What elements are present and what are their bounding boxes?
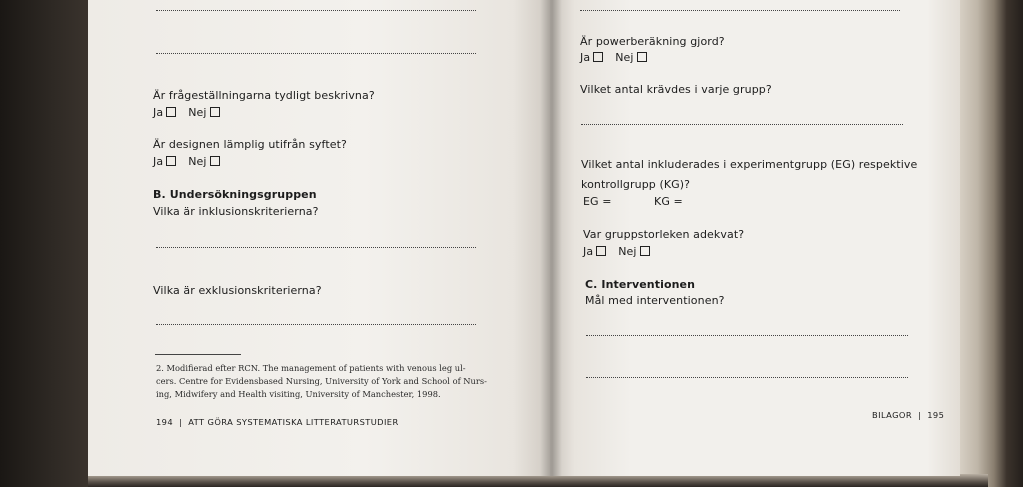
section-c-heading: C. Interventionen (585, 278, 696, 291)
footnote-line: cers. Centre for Evidensbased Nursing, University of York and School of Nurs- (156, 376, 487, 386)
question-design-suitable: Är designen lämplig utifrån syftet? (153, 138, 347, 151)
question-intervention-goal: Mål med interventionen? (585, 294, 725, 307)
answer-options (153, 106, 220, 119)
answer-line (156, 247, 476, 248)
section-b-heading: B. Undersökningsgruppen (153, 188, 317, 201)
book-gutter-shadow (540, 0, 562, 476)
answer-line (586, 335, 908, 336)
yes-checkbox[interactable] (166, 156, 176, 166)
no-checkbox[interactable] (640, 246, 650, 256)
yes-label: Ja (153, 155, 164, 168)
right-page (550, 0, 960, 476)
no-checkbox[interactable] (210, 156, 220, 166)
no-label: Nej (188, 106, 207, 119)
no-label: Nej (188, 155, 207, 168)
page-footer: BILAGOR | 195 (872, 410, 945, 420)
running-title: ATT GÖRA SYSTEMATISKA LITTERATURSTUDIER (188, 417, 399, 427)
question-included-line2: kontrollgrupp (KG)? (581, 178, 691, 191)
book-page-edges-right (958, 0, 1023, 487)
yes-checkbox[interactable] (596, 246, 606, 256)
yes-checkbox[interactable] (593, 52, 603, 62)
page-number: 195 (927, 410, 945, 420)
answer-options (153, 155, 220, 168)
question-required-n: Vilket antal krävdes i varje grupp? (580, 83, 772, 96)
yes-label: Ja (583, 245, 594, 258)
yes-checkbox[interactable] (166, 107, 176, 117)
left-page (88, 0, 550, 476)
question-power: Är powerberäkning gjord? (580, 35, 725, 48)
answer-line (156, 10, 476, 11)
book-cover-left (0, 0, 88, 487)
no-label: Nej (615, 51, 634, 64)
answer-line (580, 10, 900, 11)
answer-line (581, 124, 903, 125)
running-title: BILAGOR (872, 410, 913, 420)
yes-label: Ja (580, 51, 591, 64)
page-footer: 194 | ATT GÖRA SYSTEMATISKA LITTERATURSTUDIER (156, 417, 399, 427)
no-checkbox[interactable] (210, 107, 220, 117)
footnote-line: ing, Midwifery and Health visiting, University of Manchester, 1998. (156, 389, 441, 399)
no-label: Nej (618, 245, 637, 258)
eg-label: EG = (583, 195, 612, 208)
answer-line (156, 53, 476, 54)
question-exclusion: Vilka är exklusionskriterierna? (153, 284, 322, 297)
question-included-line1: Vilket antal inkluderades i experimentgrupp (EG) respektive (581, 158, 918, 171)
answer-options (580, 51, 647, 64)
footnote-line: 2. Modifierad efter RCN. The management of patients with venous leg ul- (156, 363, 466, 373)
page-number: 194 (156, 417, 174, 427)
footnote-rule (155, 354, 241, 355)
answer-options (583, 245, 650, 258)
question-inclusion: Vilka är inklusionskriterierna? (153, 205, 319, 218)
answer-line (156, 324, 476, 325)
no-checkbox[interactable] (637, 52, 647, 62)
yes-label: Ja (153, 106, 164, 119)
answer-line (586, 377, 908, 378)
question-aims-clear: Är frågeställningarna tydligt beskrivna? (153, 89, 375, 102)
kg-label: KG = (654, 195, 683, 208)
question-group-size: Var gruppstorleken adekvat? (583, 228, 745, 241)
